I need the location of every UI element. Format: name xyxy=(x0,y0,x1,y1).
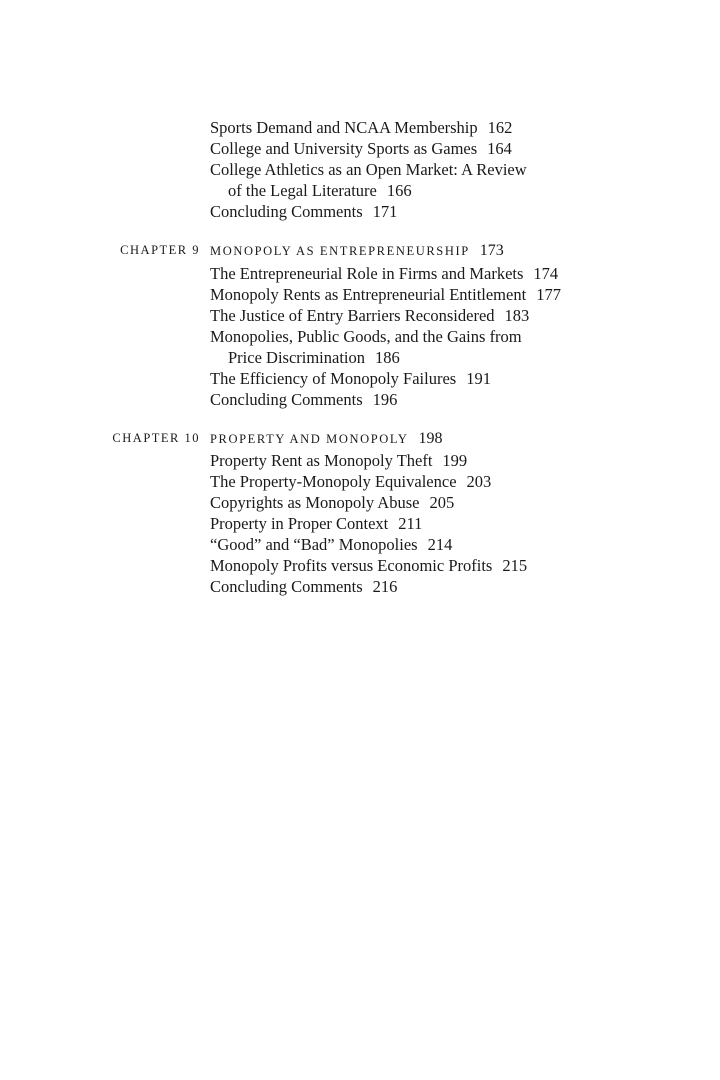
entry-title: Monopoly Profits versus Economic Profits xyxy=(210,556,493,575)
entry-page: 203 xyxy=(466,472,492,491)
chapter-title-page: 198 xyxy=(418,430,443,447)
toc-entry xyxy=(210,326,680,347)
entry-title: Sports Demand and NCAA Membership xyxy=(210,118,478,137)
chapter-10-label: CHAPTER 10 xyxy=(112,431,200,445)
entry-page: 166 xyxy=(386,181,412,200)
entry-page: 199 xyxy=(442,451,468,470)
entry-page: 216 xyxy=(372,577,398,596)
entry-page: 196 xyxy=(372,390,398,409)
entry-page: 183 xyxy=(504,306,530,325)
entry-title: The Justice of Entry Barriers Reconsidered xyxy=(210,306,495,325)
toc-entry xyxy=(210,555,680,576)
entry-page: 171 xyxy=(372,202,398,221)
toc-entry-continuation xyxy=(228,180,680,201)
toc-entry xyxy=(210,138,680,159)
toc-entry xyxy=(210,492,680,513)
entry-title: “Good” and “Bad” Monopolies xyxy=(210,535,418,554)
toc-entry xyxy=(210,450,680,471)
entry-title: Copyrights as Monopoly Abuse xyxy=(210,493,420,512)
chapter-title-page: 173 xyxy=(479,242,504,259)
toc-entry xyxy=(210,368,680,389)
entry-page: 186 xyxy=(375,348,400,367)
entry-title: Concluding Comments xyxy=(210,577,363,596)
toc-entry xyxy=(210,263,680,284)
entry-page: 215 xyxy=(502,556,528,575)
toc-entry xyxy=(210,471,680,492)
entry-title: College Athletics as an Open Market: A Review xyxy=(210,160,527,179)
entry-title: The Property-Monopoly Equivalence xyxy=(210,472,457,491)
toc-entry xyxy=(210,389,680,410)
toc-entry xyxy=(210,159,680,180)
entry-page: 214 xyxy=(427,535,453,554)
toc-entry xyxy=(210,201,680,222)
chapter-title-text: MONOPOLY AS ENTREPRENEURSHIP xyxy=(210,244,470,258)
entry-title: The Efficiency of Monopoly Failures xyxy=(210,369,457,388)
entry-title: Concluding Comments xyxy=(210,202,363,221)
chapter-10-title xyxy=(210,428,443,450)
entry-page: 164 xyxy=(487,139,512,158)
entry-title: Property Rent as Monopoly Theft xyxy=(210,451,433,470)
toc-entry xyxy=(210,117,680,138)
toc-entry xyxy=(210,305,680,326)
chapter-9-title xyxy=(210,240,504,262)
entry-title: College and University Sports as Games xyxy=(210,139,478,158)
entry-title: Price Discrimination xyxy=(228,348,366,367)
entry-page: 177 xyxy=(536,285,561,304)
entry-page: 205 xyxy=(429,493,455,512)
entry-title: Concluding Comments xyxy=(210,390,363,409)
toc-entry xyxy=(210,534,680,555)
toc-entry-continuation xyxy=(228,347,680,368)
chapter-title-text: PROPERTY AND MONOPOLY xyxy=(210,432,409,446)
entry-title: of the Legal Literature xyxy=(228,181,377,200)
entry-page: 162 xyxy=(487,118,513,137)
entry-page: 174 xyxy=(533,264,559,283)
entry-title: Monopolies, Public Goods, and the Gains from xyxy=(210,327,522,346)
toc-entry xyxy=(210,513,680,534)
entry-page: 211 xyxy=(398,514,423,533)
entry-title: Monopoly Rents as Entrepreneurial Entitlement xyxy=(210,285,527,304)
chapter-9-label: CHAPTER 9 xyxy=(120,243,200,257)
toc-entry xyxy=(210,284,680,305)
entry-page: 191 xyxy=(466,369,491,388)
entry-title: Property in Proper Context xyxy=(210,514,389,533)
entry-title: The Entrepreneurial Role in Firms and Markets xyxy=(210,264,524,283)
toc-entry xyxy=(210,576,680,597)
